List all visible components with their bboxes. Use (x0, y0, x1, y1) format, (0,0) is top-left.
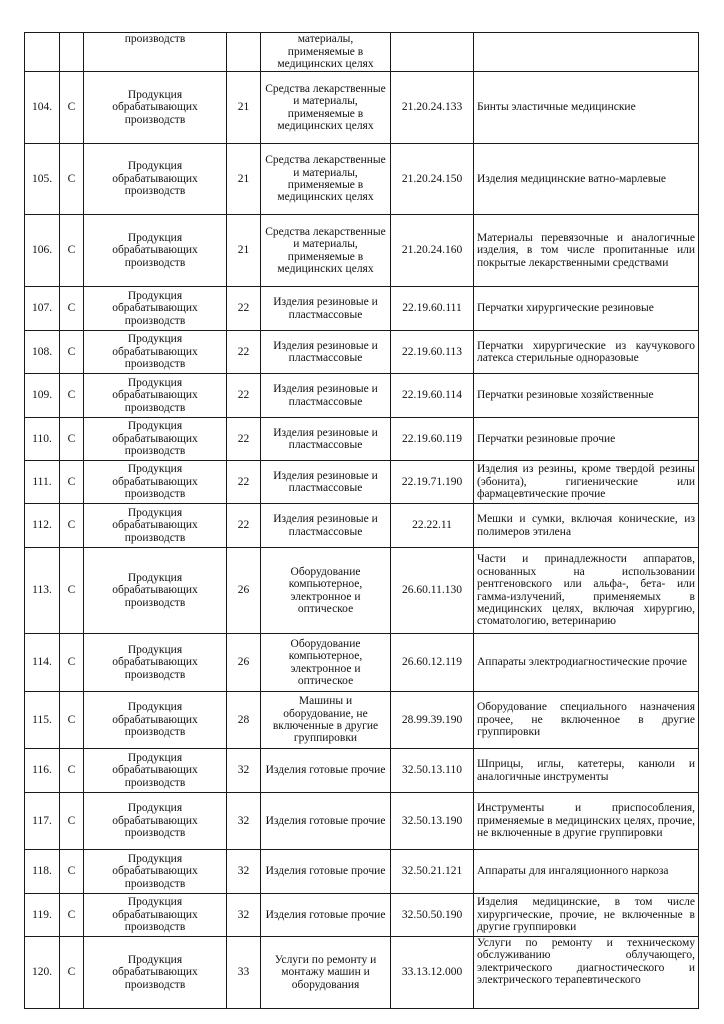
product-description: Перчатки резиновые хозяйственные (474, 374, 699, 418)
section-name: Продукция обрабатывающих производств (84, 331, 227, 374)
section-code: С (60, 72, 84, 144)
table-row (25, 418, 699, 461)
okpd2-code (391, 33, 474, 72)
class-code: 28 (227, 692, 261, 749)
okpd2-code: 22.19.71.190 (391, 461, 474, 504)
class-code: 22 (227, 461, 261, 504)
row-number: 119. (25, 894, 60, 937)
section-name: Продукция обрабатывающих производств (84, 548, 227, 634)
product-description: Изделия из резины, кроме твердой резины (эбонита), гигиенические или фармацевтические прочие (474, 461, 699, 504)
table-row (25, 287, 699, 331)
class-name: Изделия резиновые и пластмассовые (261, 504, 391, 548)
table-row (25, 72, 699, 144)
row-number: 109. (25, 374, 60, 418)
product-description: Аппараты для ингаляционного наркоза (474, 850, 699, 894)
class-name: Изделия готовые прочие (261, 894, 391, 937)
section-name: Продукция обрабатывающих производств (84, 634, 227, 692)
okpd2-code: 22.19.60.119 (391, 418, 474, 461)
okpd2-code: 22.22.11 (391, 504, 474, 548)
class-code: 32 (227, 749, 261, 793)
class-name: Оборудование компьютерное, электронное и оптическое (261, 548, 391, 634)
section-name: Продукция обрабатывающих производств (84, 504, 227, 548)
okpd2-code: 32.50.50.190 (391, 894, 474, 937)
product-description: Мешки и сумки, включая конические, из полимеров этилена (474, 504, 699, 548)
okpd2-code: 21.20.24.160 (391, 215, 474, 287)
section-code: С (60, 215, 84, 287)
table-row (25, 692, 699, 749)
product-description: Шприцы, иглы, катетеры, канюли и аналогичные инструменты (474, 749, 699, 793)
product-description: Части и принадлежности аппаратов, основанных на использовании рентгеновского или альфа-, бета- или гамма-излучений, применяемых в медицинских целях, включая хирургию, стоматологию, ветеринарию (474, 548, 699, 634)
section-name: Продукция обрабатывающих производств (84, 937, 227, 1009)
table-row (25, 504, 699, 548)
class-name: Изделия готовые прочие (261, 793, 391, 850)
section-code: С (60, 793, 84, 850)
class-code: 22 (227, 374, 261, 418)
okpd2-code: 32.50.13.190 (391, 793, 474, 850)
section-code: С (60, 937, 84, 1009)
class-code: 22 (227, 504, 261, 548)
class-name: Средства лекарственные и материалы, применяемые в медицинских целях (261, 72, 391, 144)
row-number: 108. (25, 331, 60, 374)
section-code: С (60, 692, 84, 749)
section-name: Продукция обрабатывающих производств (84, 287, 227, 331)
class-name: Изделия резиновые и пластмассовые (261, 374, 391, 418)
table-row (25, 634, 699, 692)
product-description: Изделия медицинские, в том числе хирургические, прочие, не включенные в другие группировки (474, 894, 699, 937)
row-number: 112. (25, 504, 60, 548)
product-description: Перчатки хирургические резиновые (474, 287, 699, 331)
section-code: С (60, 144, 84, 215)
class-code: 21 (227, 144, 261, 215)
row-number: 113. (25, 548, 60, 634)
okpd2-code: 22.19.60.113 (391, 331, 474, 374)
section-code: С (60, 548, 84, 634)
product-description: Бинты эластичные медицинские (474, 72, 699, 144)
section-code: С (60, 749, 84, 793)
okpd2-code: 21.20.24.133 (391, 72, 474, 144)
table-row (25, 937, 699, 1009)
class-code: 32 (227, 793, 261, 850)
table-row (25, 215, 699, 287)
products-table (24, 32, 699, 1009)
row-number: 114. (25, 634, 60, 692)
section-name: Продукция обрабатывающих производств (84, 72, 227, 144)
class-code: 26 (227, 548, 261, 634)
okpd2-code: 22.19.60.114 (391, 374, 474, 418)
table-row (25, 894, 699, 937)
class-name: Машины и оборудование, не включенные в другие группировки (261, 692, 391, 749)
section-name: Продукция обрабатывающих производств (84, 850, 227, 894)
table-row (25, 850, 699, 894)
table-row (25, 749, 699, 793)
section-code: С (60, 461, 84, 504)
row-number: 110. (25, 418, 60, 461)
product-description: Перчатки резиновые прочие (474, 418, 699, 461)
okpd2-code: 26.60.11.130 (391, 548, 474, 634)
section-code: С (60, 374, 84, 418)
row-number: 106. (25, 215, 60, 287)
table-row (25, 548, 699, 634)
section-code: С (60, 634, 84, 692)
class-name: Изделия готовые прочие (261, 749, 391, 793)
section-name: Продукция обрабатывающих производств (84, 894, 227, 937)
okpd2-code: 26.60.12.119 (391, 634, 474, 692)
product-description: Аппараты электродиагностические прочие (474, 634, 699, 692)
product-description: Материалы перевязочные и аналогичные изделия, в том числе пропитанные или покрытые лекарственными средствами (474, 215, 699, 287)
class-name: материалы, применяемые в медицинских целях (261, 33, 391, 72)
class-code: 32 (227, 894, 261, 937)
okpd2-code: 28.99.39.190 (391, 692, 474, 749)
class-code: 32 (227, 850, 261, 894)
class-code: 21 (227, 72, 261, 144)
class-name: Изделия резиновые и пластмассовые (261, 287, 391, 331)
table-row (25, 33, 699, 72)
section-name: Продукция обрабатывающих производств (84, 144, 227, 215)
class-name: Средства лекарственные и материалы, применяемые в медицинских целях (261, 215, 391, 287)
okpd2-code: 32.50.21.121 (391, 850, 474, 894)
section-name: производств (84, 33, 227, 72)
section-code: С (60, 850, 84, 894)
product-description: Инструменты и приспособления, применяемые в медицинских целях, прочие, не включенные в другие группировки (474, 793, 699, 850)
section-name: Продукция обрабатывающих производств (84, 793, 227, 850)
class-name: Услуги по ремонту и монтажу машин и оборудования (261, 937, 391, 1009)
class-name: Изделия резиновые и пластмассовые (261, 461, 391, 504)
table-row (25, 374, 699, 418)
class-code: 33 (227, 937, 261, 1009)
class-name: Изделия резиновые и пластмассовые (261, 418, 391, 461)
class-code: 21 (227, 215, 261, 287)
row-number: 104. (25, 72, 60, 144)
section-name: Продукция обрабатывающих производств (84, 374, 227, 418)
table-row (25, 144, 699, 215)
section-code: С (60, 331, 84, 374)
table-row (25, 793, 699, 850)
class-code (227, 33, 261, 72)
section-code: С (60, 418, 84, 461)
section-name: Продукция обрабатывающих производств (84, 461, 227, 504)
class-code: 22 (227, 418, 261, 461)
class-name: Изделия резиновые и пластмассовые (261, 331, 391, 374)
class-name: Оборудование компьютерное, электронное и оптическое (261, 634, 391, 692)
section-name: Продукция обрабатывающих производств (84, 215, 227, 287)
row-number: 120. (25, 937, 60, 1009)
section-code: С (60, 504, 84, 548)
row-number: 111. (25, 461, 60, 504)
section-code: С (60, 894, 84, 937)
class-name: Средства лекарственные и материалы, применяемые в медицинских целях (261, 144, 391, 215)
row-number: 107. (25, 287, 60, 331)
product-description: Оборудование специального назначения прочее, не включенное в другие группировки (474, 692, 699, 749)
table-row (25, 331, 699, 374)
table-row (25, 461, 699, 504)
class-code: 22 (227, 331, 261, 374)
row-number: 105. (25, 144, 60, 215)
okpd2-code: 22.19.60.111 (391, 287, 474, 331)
row-number: 115. (25, 692, 60, 749)
okpd2-code: 32.50.13.110 (391, 749, 474, 793)
section-name: Продукция обрабатывающих производств (84, 692, 227, 749)
okpd2-code: 21.20.24.150 (391, 144, 474, 215)
product-description: Изделия медицинские ватно-марлевые (474, 144, 699, 215)
section-code (60, 33, 84, 72)
row-number (25, 33, 60, 72)
row-number: 118. (25, 850, 60, 894)
product-description: Услуги по ремонту и техническому обслуживанию облучающего, электрического диагностического и электрического терапевтического (474, 937, 699, 1009)
products-table-body (25, 33, 699, 1009)
product-description: Перчатки хирургические из каучукового латекса стерильные одноразовые (474, 331, 699, 374)
section-code: С (60, 287, 84, 331)
row-number: 116. (25, 749, 60, 793)
row-number: 117. (25, 793, 60, 850)
class-name: Изделия готовые прочие (261, 850, 391, 894)
class-code: 22 (227, 287, 261, 331)
class-code: 26 (227, 634, 261, 692)
okpd2-code: 33.13.12.000 (391, 937, 474, 1009)
section-name: Продукция обрабатывающих производств (84, 418, 227, 461)
section-name: Продукция обрабатывающих производств (84, 749, 227, 793)
product-description (474, 33, 699, 72)
